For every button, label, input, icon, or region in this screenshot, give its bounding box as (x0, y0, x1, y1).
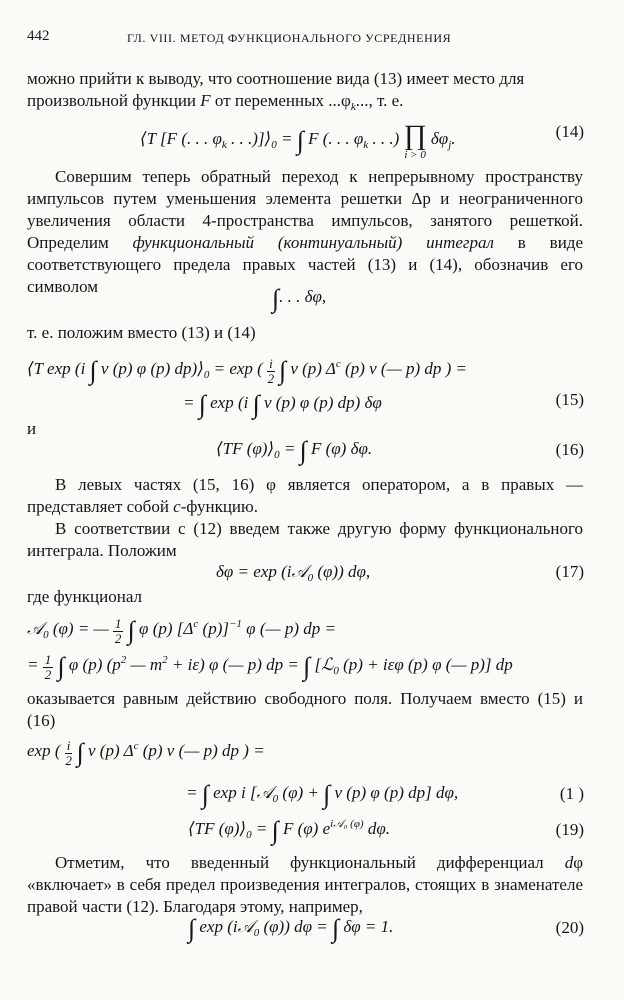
equation-16: ⟨TF $(\varphi)⟩_0$ = ∫ F (φ) δφ. (216, 436, 373, 465)
equation-number-18: (1 ) (559, 784, 584, 803)
equation-15-line-1: ⟨T exp (i ∫ ν (p) φ (p) $dp)⟩_0 = \exp$ ( $\frac{i}{2}$ ∫ ν (p) $\Delta^c$ (p) ν (— p) dp ) = (27, 356, 467, 386)
equation-19: ⟨TF $(\varphi)⟩_0$ = ∫ F (φ) $e^{i𝒜_0 (\varphi)}$ dφ. (188, 816, 390, 845)
paragraph-5: В соответствии с (12) введем также другую форму функционального интеграла. Положим (27, 519, 583, 560)
paragraph-1-line-2: произвольной функции F от переменных $...\varphi_k$..., т. е. (27, 91, 404, 113)
paragraph-4: В левых частях (15, 16) φ является оператором, а в правых — представляет собой c-функцию. (27, 475, 583, 516)
running-header: ГЛ. VIII. МЕТОД ФУНКЦИОНАЛЬНОГО УСРЕДНЕНИЯ (127, 31, 452, 45)
equation-number-20: (20) (555, 918, 584, 937)
paragraph-1-line-1: можно прийти к выводу, что соотношение вида (13) имеет место для (27, 69, 525, 88)
equation-number-19: (19) (555, 820, 584, 839)
action-definition-line-2: = $\frac{1}{2}$ ∫ φ (p) ($p^2$ — $m^2 + i\varepsilon$) φ (— p) dp = ∫ [ℒ$_0$ (p) + iεφ (p) φ (— p)] dp (27, 652, 513, 682)
equation-number-17: (17) (555, 562, 584, 581)
equation-number-16: (16) (555, 440, 584, 459)
functional-integral-symbol: ∫. . . δφ, (272, 284, 327, 313)
equation-18-line-1: exp ( $\frac{i}{2}$ ∫ ν (p) $\Delta^c$ (p) ν (— p) dp ) = (27, 738, 265, 768)
conjunction-and: и (27, 419, 37, 438)
paragraph-2: Совершим теперь обратный переход к непрерывному пространству импульсов путем уменьшения элемента решетки Δp и неограниченного увеличения области 4-пространства импульсов, занятого решеткой. Определим функциональный (континуальный) интеграл в виде соответствующего предела правых частей (13) и (14), обозначив его символом (27, 167, 583, 296)
action-definition-line-1: 𝒜$_0$ (φ) = — $\frac{1}{2}$ ∫ φ (p) [$\Delta^c$ (p)]$^{-1}$ φ (— p) dp = (27, 616, 337, 646)
paragraph-7: оказывается равным действию свободного поля. Получаем вместо (15) и (16) (27, 689, 583, 730)
equation-15-line-2: = ∫ exp (i ∫ ν (p) φ (p) dp) δφ (183, 390, 382, 419)
equation-20: ∫ exp (i𝒜$_0$ (φ)) dφ = ∫ δφ = 1. (188, 914, 394, 943)
equation-14: ⟨T [F (. . . $\varphi_k$ . . $.)]⟩_0$ = ∫ F (. . . $\varphi_k$ . . .) ∏ i > 0 $\delta\varphi_j$. (140, 120, 456, 161)
paragraph-6: где функционал (27, 587, 142, 606)
equation-17: δφ = exp (i𝒜$_0$ (φ)) dφ, (216, 562, 371, 584)
equation-number-14: (14) (555, 122, 584, 141)
paragraph-8: Отметим, что введенный функциональный дифференциал dφ «включает» в себя предел произведения интегралов, стоящих в знаменателе правой части (12). Благодаря этому, например, (27, 853, 584, 916)
equation-number-15: (15) (555, 390, 584, 409)
page-number: 442 (27, 28, 50, 44)
equation-18-line-2: = ∫ exp i [𝒜$_0$ (φ) + ∫ ν (p) φ (p) dp] dφ, (186, 780, 459, 809)
paragraph-3: т. е. положим вместо (13) и (14) (27, 323, 256, 342)
